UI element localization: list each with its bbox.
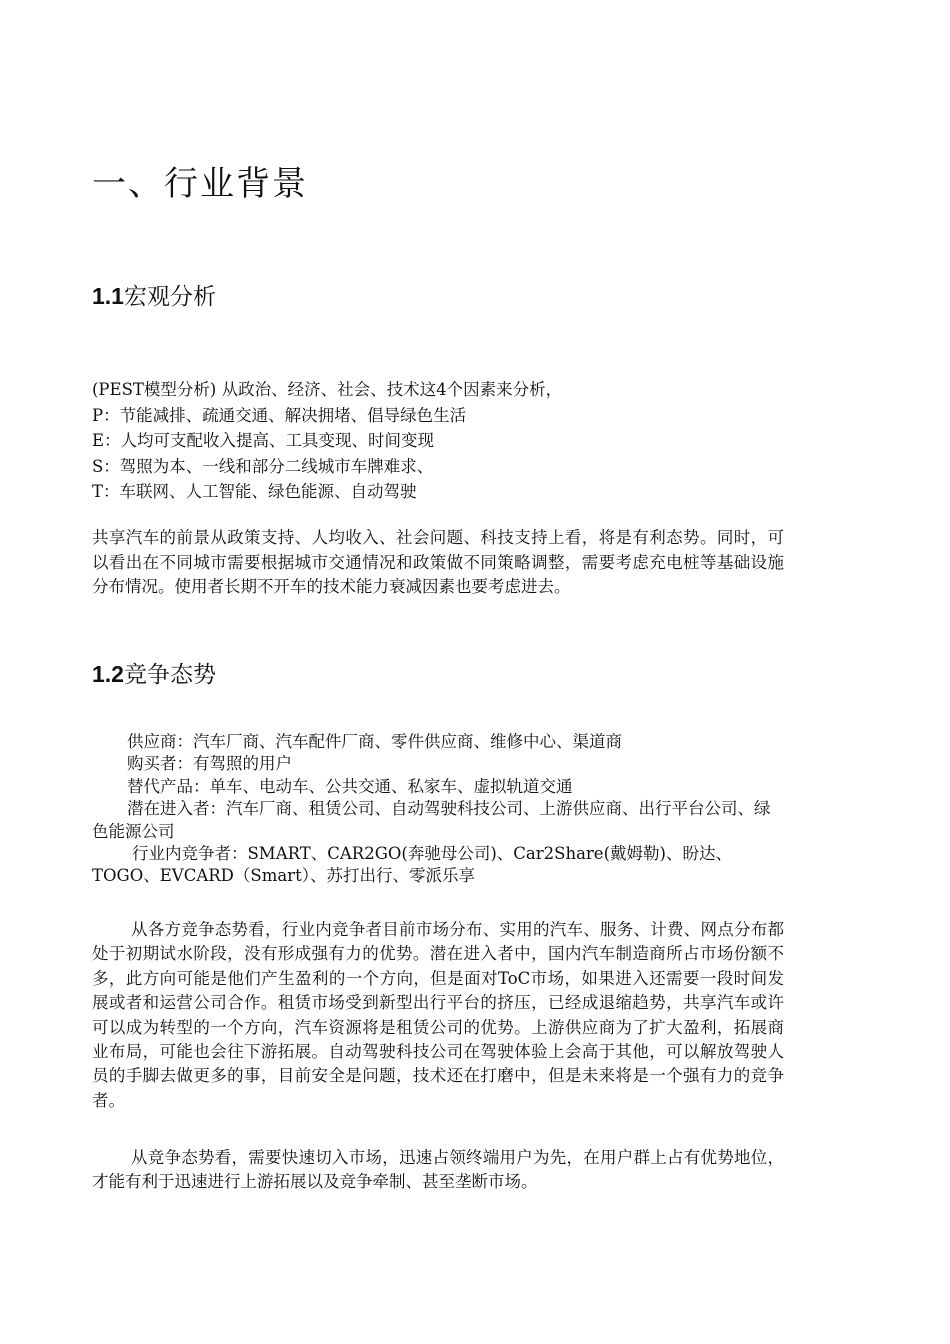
page-heading: 一、行业背景: [92, 164, 308, 204]
competition-entrants: 潜在进入者：汽车厂商、租赁公司、自动驾驶科技公司、上游供应商、出行平台公司、绿色能源公司: [92, 799, 771, 841]
macro-summary-block: [92, 526, 784, 600]
pest-technology: T：车联网、人工智能、绿色能源、自动驾驶: [92, 482, 417, 501]
competition-suppliers: 供应商：汽车厂商、汽车配件厂商、零件供应商、维修中心、渠道商: [127, 732, 622, 751]
competition-rivals: 行业内竞争者：SMART、CAR2GO(奔驰母公司)、Car2Share(戴姆勒)、盼达、TOGO、EVCARD（Smart）、苏打出行、零派乐享: [92, 844, 732, 886]
pest-economic: E：人均可支配收入提高、工具变现、时间变现: [92, 431, 435, 450]
section-number: 1.1: [92, 283, 124, 309]
section-number: 1.2: [92, 661, 124, 687]
conclusion: 从竞争态势看，需要快速切入市场，迅速占领终端用户为先，在用户群上占有优势地位，才能有利于迅速进行上游拓展以及竞争牵制、甚至垄断市场。: [92, 1148, 784, 1192]
competition-list: [92, 731, 784, 888]
competition-buyers: 购买者：有驾照的用户: [127, 754, 292, 774]
conclusion-block: [92, 1146, 784, 1195]
section-heading-macro: [92, 280, 216, 313]
pest-social: S：驾照为本、一线和部分二线城市车牌难求、: [92, 456, 434, 476]
section-heading-competition: [92, 658, 216, 691]
pest-list: [92, 377, 784, 505]
competition-analysis: 从各方竞争态势看，行业内竞争者目前市场分布、实用的汽车、服务、计费、网点分布都处于初期试水阶段，没有形成强有力的优势。潜在进入者中，国内汽车制造商所占市场份额不多，此方向可能是他们产生盈利的一个方向，但是面对ToC市场，如果进入还需要一段时间发展或者和运营公司合作。租赁市场受到新型出行平台的挤压，已经成退缩趋势，共享汽车或许可以成为转型的一个方向，汽车资源将是租赁公司的优势。上游供应商为了扩大盈利，拓展商业布局，可能也会往下游拓展。自动驾驶科技公司在驾驶体验上会高于其他，可以解放驾驶人员的手脚去做更多的事，目前安全是问题，技术还在打磨中，但是未来将是一个强有力的竞争者。: [92, 920, 784, 1110]
macro-summary: 共享汽车的前景从政策支持、人均收入、社会问题、科技支持上看，将是有利态势。同时，可以看出在不同城市需要根据城市交通情况和政策做不同策略调整，需要考虑充电桩等基础设施分布情况。使用者长期不开车的技术能力衰减因素也要考虑进去。: [92, 528, 784, 596]
competition-substitutes: 替代产品：单车、电动车、公共交通、私家车、虚拟轨道交通: [127, 776, 573, 796]
competition-analysis-block: [92, 918, 784, 1113]
pest-intro: (PEST模型分析) 从政治、经济、社会、技术这4个因素来分析，: [92, 380, 563, 399]
section-title: 竞争态势: [123, 662, 216, 688]
pest-political: P：节能减排、疏通交通、解决拥堵、倡导绿色生活: [92, 405, 467, 425]
section-title: 宏观分析: [123, 284, 216, 310]
